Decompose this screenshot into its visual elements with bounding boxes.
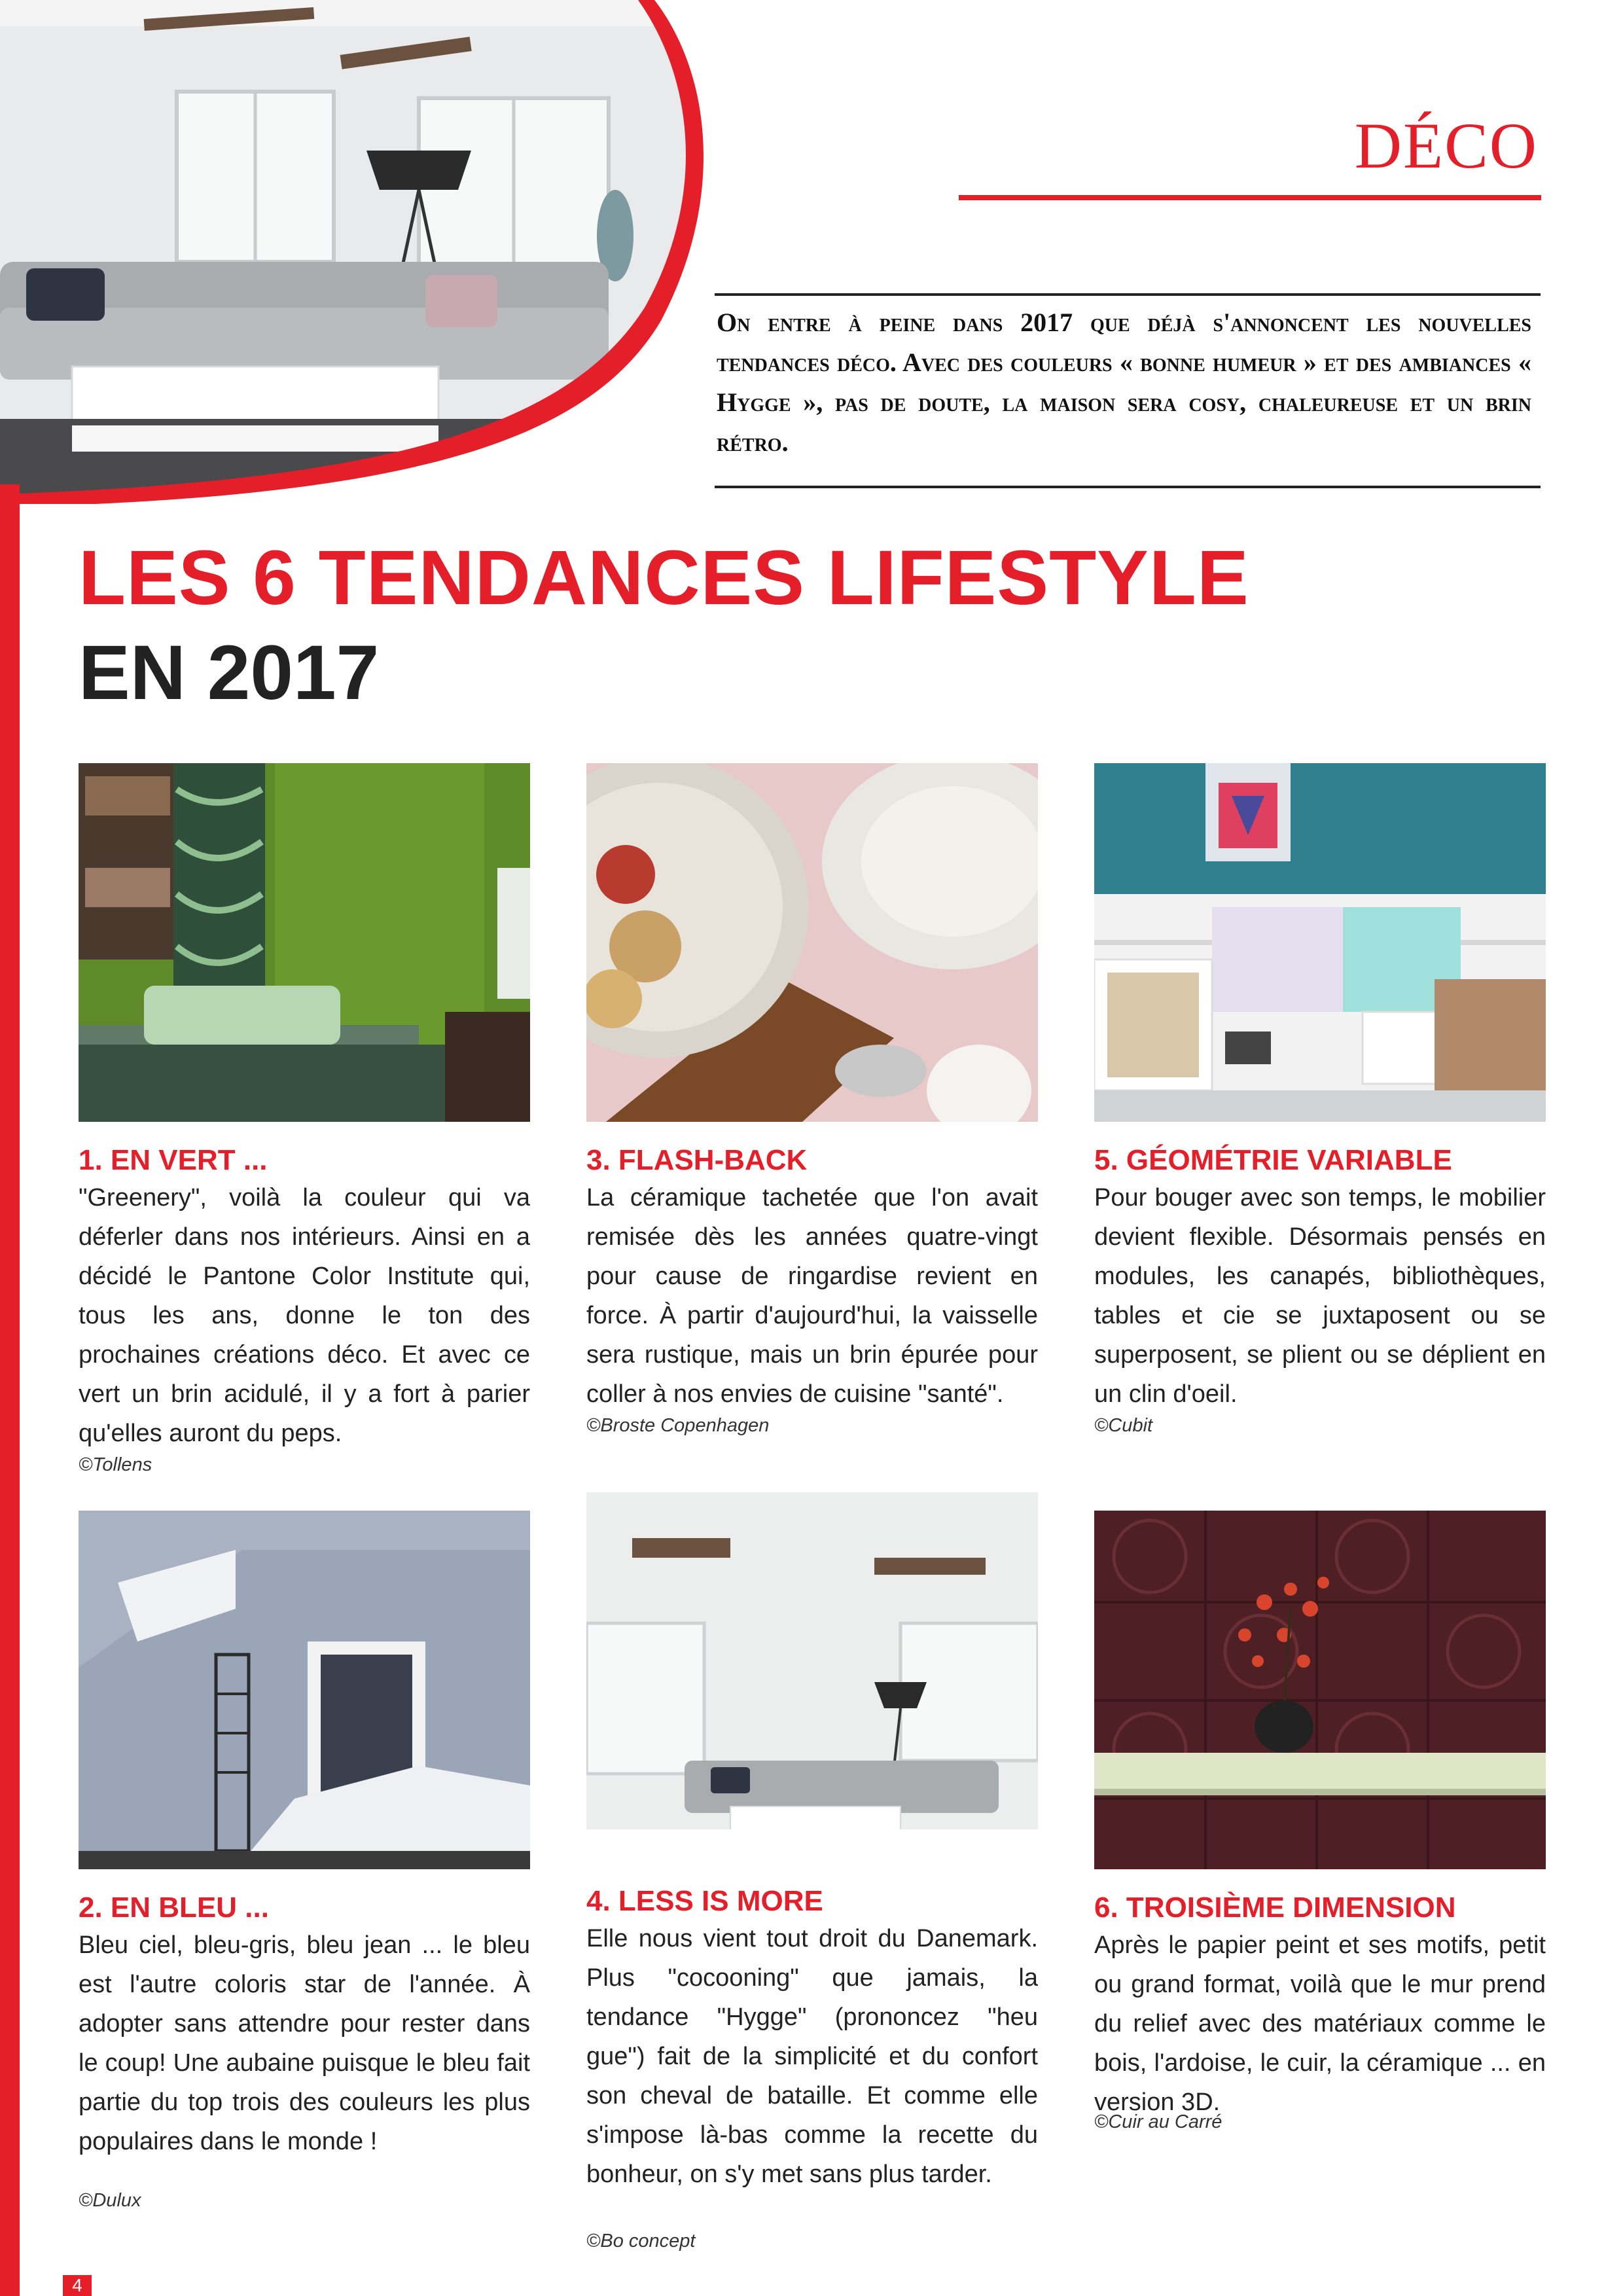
card-1-credit: ©Tollens	[79, 1454, 152, 1475]
card-2-text: Bleu ciel, bleu-gris, bleu jean ... le bleu est l'autre coloris star de l'année. À adopter sans attendre pour rester dans le coup! Une aubaine puisque le bleu fait partie du top trois des couleurs les plus populaires dans le monde !	[79, 1931, 530, 2155]
page-title-line-1: LES 6 TENDANCES LIFESTYLE	[79, 535, 1249, 621]
section-rule	[959, 195, 1541, 200]
card-5-credit: ©Cubit	[1094, 1415, 1153, 1436]
intro-paragraph: On entre à peine dans 2017 que déjà s'annoncent les nouvelles tendances déco. Avec des couleurs « bonne humeur » et des ambiances « Hygge », pas de doute, la maison sera cosy, chaleureuse et un brin rétro.	[717, 308, 1531, 457]
intro-top-rule	[715, 293, 1541, 296]
photo-ceramics	[586, 763, 1038, 1122]
card-5-text: Pour bouger avec son temps, le mobilier devient flexible. Désormais pensés en modules, les canapés, bibliothèques, tables et cie se juxtaposent ou se superposent, se plient ou se déplient en un clin d'oeil.	[1094, 1184, 1546, 1408]
card-4-text: Elle nous vient tout droit du Danemark. Plus "cocooning" que jamais, la tendance "Hygge" (prononcez "heu gue") fait de la simplicité et du confort son cheval de bataille. Et comme elle s'impose là-bas comme la recette du bonheur, on s'y met sans plus tarder.	[586, 1925, 1038, 2188]
card-4-title: 4. LESS IS MORE	[586, 1885, 823, 1917]
card-3-title: 3. FLASH-BACK	[586, 1144, 808, 1176]
left-accent-bar	[0, 484, 20, 2296]
hero-living-room-image	[0, 0, 726, 504]
photo-green-room	[79, 763, 530, 1122]
section-label: DÉCO	[1354, 109, 1538, 182]
photo-3d-leather-wall	[1094, 1511, 1546, 1869]
card-6-text: Après le papier peint et ses motifs, petit ou grand format, voilà que le mur prend du relief avec des matériaux comme le bois, l'ardoise, le cuir, la céramique ... en version 3D.	[1094, 1931, 1546, 2116]
card-5-title: 5. GÉOMÉTRIE VARIABLE	[1094, 1144, 1452, 1176]
card-2-title: 2. EN BLEU ...	[79, 1892, 269, 1924]
card-6-title: 6. TROISIÈME DIMENSION	[1094, 1892, 1456, 1924]
card-6-credit: ©Cuir au Carré	[1094, 2111, 1222, 2132]
card-1-text: "Greenery", voilà la couleur qui va déferler dans nos intérieurs. Ainsi en a décidé le Pantone Color Institute qui, tous les ans, donne le ton des prochaines créations déco. Et avec ce vert un brin acidulé, il y a fort à parier qu'elles auront du peps.	[79, 1184, 530, 1447]
card-3-credit: ©Broste Copenhagen	[586, 1415, 770, 1436]
page-title-line-2: EN 2017	[79, 630, 380, 716]
card-3-text: La céramique tachetée que l'on avait remisée dès les années quatre-vingt pour cause de ringardise revient en force. À partir d'aujourd'hui, la vaisselle sera rustique, mais un brin épurée pour coller à nos envies de cuisine "santé".	[586, 1184, 1038, 1408]
page-number: 4	[63, 2275, 92, 2296]
photo-hygge-living-room	[586, 1492, 1038, 1871]
photo-blue-bedroom	[79, 1511, 530, 1869]
intro-bottom-rule	[715, 486, 1541, 488]
card-4-credit: ©Bo concept	[586, 2231, 696, 2251]
card-2-credit: ©Dulux	[79, 2190, 141, 2211]
photo-modular-shelving	[1094, 763, 1546, 1122]
card-1-title: 1. EN VERT ...	[79, 1144, 268, 1176]
